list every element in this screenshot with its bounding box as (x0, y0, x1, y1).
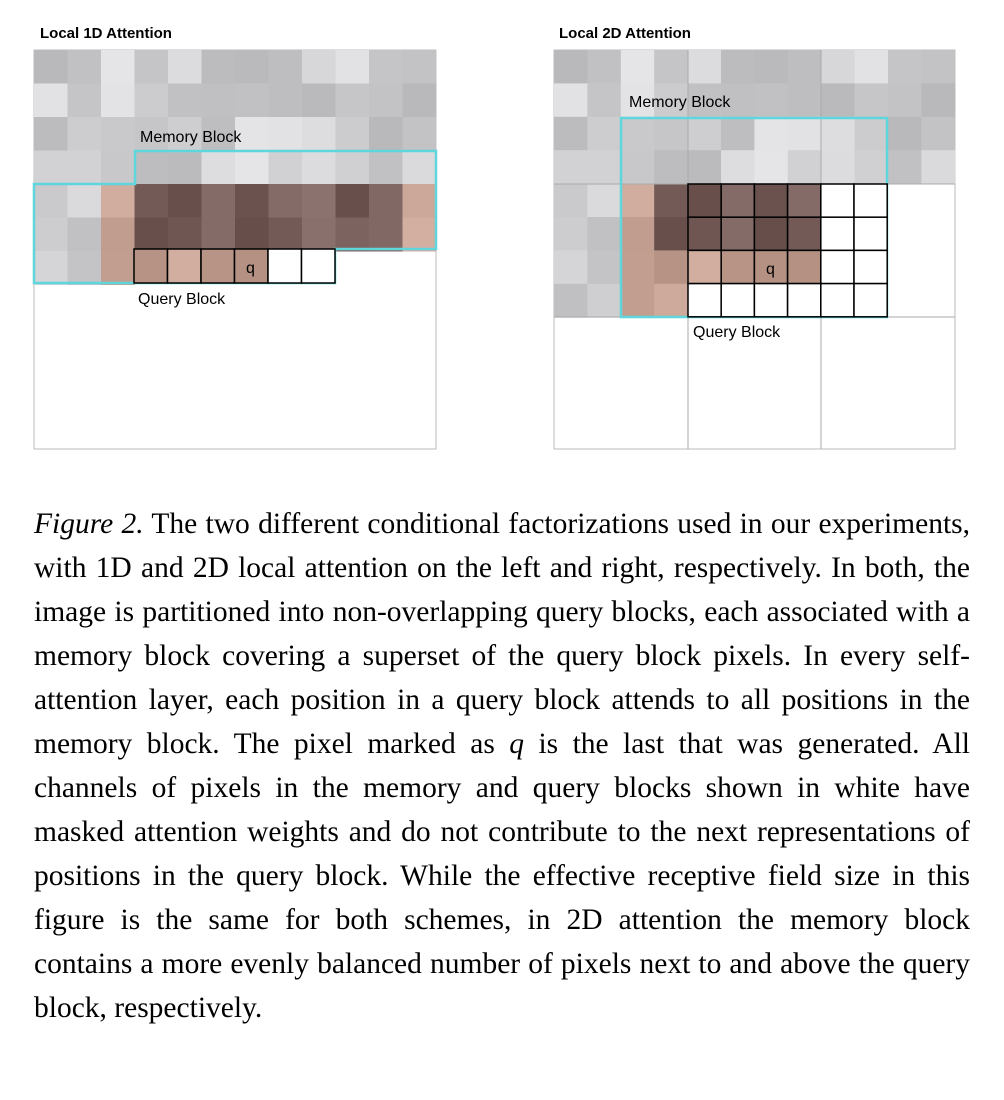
background-pixel (654, 184, 688, 218)
query-pixel-q-2d: q (766, 261, 775, 278)
background-pixel (101, 218, 135, 252)
panel-title-1d: Local 1D Attention (40, 25, 172, 42)
background-pixel (302, 218, 336, 252)
query-block-cell (788, 217, 821, 250)
background-pixel (101, 50, 135, 84)
query-block-cell (721, 284, 754, 317)
background-pixel (336, 50, 370, 84)
query-block-cell (268, 249, 302, 283)
background-pixel (403, 218, 437, 252)
background-pixel (34, 151, 68, 185)
query-block-cell (854, 184, 887, 217)
background-pixel (888, 83, 922, 117)
background-pixel (754, 117, 788, 151)
background-pixel (202, 50, 236, 84)
background-pixel (168, 84, 202, 118)
background-pixel (821, 150, 855, 184)
memory-block-label-2d: Memory Block (629, 94, 731, 111)
background-pixel (554, 50, 588, 84)
panel-title-2d: Local 2D Attention (559, 25, 691, 42)
background-pixel (621, 217, 655, 251)
background-pixel (855, 150, 889, 184)
background-pixel (554, 117, 588, 151)
background-pixel (34, 84, 68, 118)
background-pixel (754, 150, 788, 184)
background-pixel (202, 84, 236, 118)
background-pixel (654, 284, 688, 318)
background-pixel (788, 83, 822, 117)
background-pixel (554, 284, 588, 318)
background-pixel (621, 250, 655, 284)
background-pixel (68, 117, 102, 151)
background-pixel (235, 84, 269, 118)
figure-caption (34, 502, 970, 1030)
panel-2d (554, 50, 955, 449)
background-pixel (336, 117, 370, 151)
figure-diagram (0, 0, 1004, 480)
background-pixel (302, 184, 336, 218)
query-block-cell (688, 250, 721, 283)
query-block-cell (721, 250, 754, 283)
background-pixel (403, 184, 437, 218)
background-pixel (788, 50, 822, 84)
background-pixel (654, 117, 688, 151)
query-block-label-2d: Query Block (693, 324, 781, 341)
background-pixel (302, 84, 336, 118)
caption-text-part-1: The two different conditional factorizations used in our experiments, with 1D and 2D local attention on the left and right, respectively. In both, the image is partitioned into non-overlapping query blocks, each associated with a memory block covering a superset of the query block pixels. In every self-attention layer, each position in a query block attends to all positions in the memory block. The pixel marked as (34, 508, 971, 760)
background-pixel (202, 151, 236, 185)
background-pixel (587, 83, 621, 117)
background-pixel (369, 218, 403, 252)
background-pixel (587, 117, 621, 151)
background-pixel (135, 84, 169, 118)
background-pixel (621, 184, 655, 218)
background-pixel (168, 50, 202, 84)
background-pixel (721, 150, 755, 184)
query-block-cell (754, 284, 787, 317)
background-pixel (168, 151, 202, 185)
background-pixel (202, 184, 236, 218)
background-pixel (269, 151, 303, 185)
background-pixel (101, 84, 135, 118)
background-pixel (369, 151, 403, 185)
background-pixel (554, 184, 588, 218)
background-pixel (921, 150, 955, 184)
background-pixel (336, 151, 370, 185)
background-pixel (721, 50, 755, 84)
background-pixel (654, 150, 688, 184)
panel-1d (34, 50, 437, 449)
query-block-cell (788, 184, 821, 217)
query-block-cell (854, 217, 887, 250)
background-pixel (369, 50, 403, 84)
background-pixel (688, 50, 722, 84)
background-pixel (754, 50, 788, 84)
background-pixel (302, 151, 336, 185)
background-pixel (34, 50, 68, 84)
background-pixel (403, 84, 437, 118)
background-pixel (168, 218, 202, 252)
query-block-cell (134, 249, 168, 283)
background-pixel (788, 117, 822, 151)
background-pixel (68, 84, 102, 118)
query-block-cell (754, 217, 787, 250)
background-pixel (621, 50, 655, 84)
background-pixel (721, 117, 755, 151)
background-pixel (202, 218, 236, 252)
background-pixel (654, 217, 688, 251)
background-pixel (34, 117, 68, 151)
background-pixel (302, 50, 336, 84)
query-block-cell (821, 217, 854, 250)
background-pixel (34, 184, 68, 218)
background-pixel (821, 50, 855, 84)
background-pixel (135, 218, 169, 252)
background-pixel (754, 83, 788, 117)
memory-block-label-1d: Memory Block (140, 129, 242, 146)
background-pixel (888, 117, 922, 151)
background-pixel (302, 117, 336, 151)
query-block-cell (688, 284, 721, 317)
query-block-cell (302, 249, 336, 283)
background-pixel (101, 151, 135, 185)
caption-q-symbol: q (509, 728, 524, 760)
figure-label: Figure 2. (34, 508, 144, 540)
background-pixel (855, 117, 889, 151)
background-pixel (554, 250, 588, 284)
background-pixel (654, 50, 688, 84)
background-pixel (855, 83, 889, 117)
background-pixel (621, 150, 655, 184)
background-pixel (269, 184, 303, 218)
background-pixel (135, 151, 169, 185)
background-pixel (34, 218, 68, 252)
background-pixel (921, 50, 955, 84)
background-pixel (587, 284, 621, 318)
background-pixel (821, 83, 855, 117)
background-pixel (269, 84, 303, 118)
query-block-cell (688, 184, 721, 217)
query-block-2d (688, 184, 887, 317)
background-pixel (68, 218, 102, 252)
background-pixel (921, 83, 955, 117)
background-pixel (369, 84, 403, 118)
query-block-cell (201, 249, 235, 283)
background-pixel (855, 50, 889, 84)
background-pixel (336, 84, 370, 118)
background-pixel (369, 184, 403, 218)
query-block-1d (134, 249, 335, 283)
background-pixel (101, 184, 135, 218)
background-pixel (336, 184, 370, 218)
query-block-cell (688, 217, 721, 250)
background-pixel (654, 250, 688, 284)
background-pixel (34, 251, 68, 285)
background-pixel (336, 218, 370, 252)
query-block-cell (788, 250, 821, 283)
background-pixel (587, 184, 621, 218)
background-pixel (587, 150, 621, 184)
background-pixel (403, 151, 437, 185)
query-pixel-q-1d: q (246, 260, 255, 277)
background-pixel (621, 284, 655, 318)
background-pixel (168, 184, 202, 218)
background-pixel (587, 217, 621, 251)
background-pixel (235, 184, 269, 218)
background-pixel (621, 117, 655, 151)
background-pixel (101, 117, 135, 151)
query-block-cell (788, 284, 821, 317)
background-pixel (587, 250, 621, 284)
background-pixel (235, 50, 269, 84)
query-block-cell (821, 184, 854, 217)
background-pixel (688, 117, 722, 151)
background-pixel (888, 50, 922, 84)
background-pixel (135, 184, 169, 218)
background-pixel (101, 251, 135, 285)
background-pixel (269, 218, 303, 252)
background-pixel (269, 117, 303, 151)
background-pixel (587, 50, 621, 84)
background-pixel (403, 117, 437, 151)
query-block-cell (721, 217, 754, 250)
query-block-cell (854, 250, 887, 283)
background-pixel (68, 50, 102, 84)
query-block-cell (168, 249, 202, 283)
background-pixel (68, 184, 102, 218)
query-block-cell (821, 284, 854, 317)
background-pixel (554, 83, 588, 117)
query-block-cell (854, 284, 887, 317)
background-pixel (688, 150, 722, 184)
query-block-label-1d: Query Block (138, 291, 226, 308)
background-pixel (135, 50, 169, 84)
background-pixel (269, 50, 303, 84)
background-pixel (68, 151, 102, 185)
background-pixel (235, 218, 269, 252)
query-block-cell (721, 184, 754, 217)
background-pixel (554, 217, 588, 251)
background-pixel (788, 150, 822, 184)
background-pixel (369, 117, 403, 151)
query-block-cell (754, 184, 787, 217)
background-pixel (235, 151, 269, 185)
background-pixel (68, 251, 102, 285)
caption-text-part-2: is the last that was generated. All channels of pixels in the memory and query blocks shown in white have masked attention weights and do not contribute to the next representations of positions in the query block. While the effective receptive field size in this figure is the same for both schemes, in 2D attention the memory block contains a more evenly balanced number of pixels next to and above the query block, respectively. (34, 728, 971, 1024)
background-pixel (921, 117, 955, 151)
background-pixel (554, 150, 588, 184)
background-pixel (821, 117, 855, 151)
background-pixel (888, 150, 922, 184)
background-pixel (403, 50, 437, 84)
query-block-cell (821, 250, 854, 283)
